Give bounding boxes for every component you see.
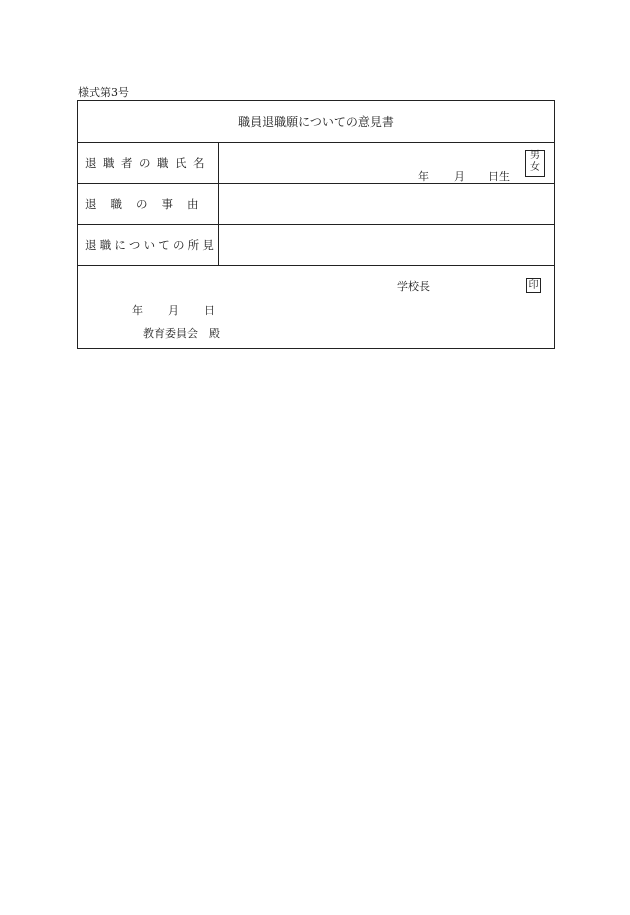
date-month-label: 月 [168, 304, 179, 317]
row-retirement-opinion [78, 225, 554, 266]
birth-month-label: 月 [454, 170, 465, 183]
opinion-form [77, 100, 555, 349]
label-retirement-opinion: 退職についての所見 [78, 225, 219, 265]
birth-year-label: 年 [418, 170, 429, 183]
sex-male: 男 [530, 150, 540, 161]
sex-selector[interactable] [525, 150, 545, 177]
label-retiree-name: 退職者の職氏名 [78, 143, 219, 183]
sex-female: 女 [530, 162, 540, 173]
row-retiree-name [78, 143, 554, 184]
form-title: 職員退職願についての意見書 [78, 101, 554, 143]
date-year-label: 年 [132, 304, 143, 317]
date-day-label: 日 [204, 304, 215, 317]
form-number: 様式第3号 [78, 86, 129, 99]
principal-label: 学校長 [397, 280, 430, 293]
label-retirement-reason: 退職の事由 [78, 184, 219, 224]
row-retirement-reason [78, 184, 554, 225]
birth-day-label: 日生 [488, 170, 510, 183]
addressee-label: 教育委員会 殿 [143, 327, 220, 340]
seal-mark: 印 [526, 278, 541, 293]
